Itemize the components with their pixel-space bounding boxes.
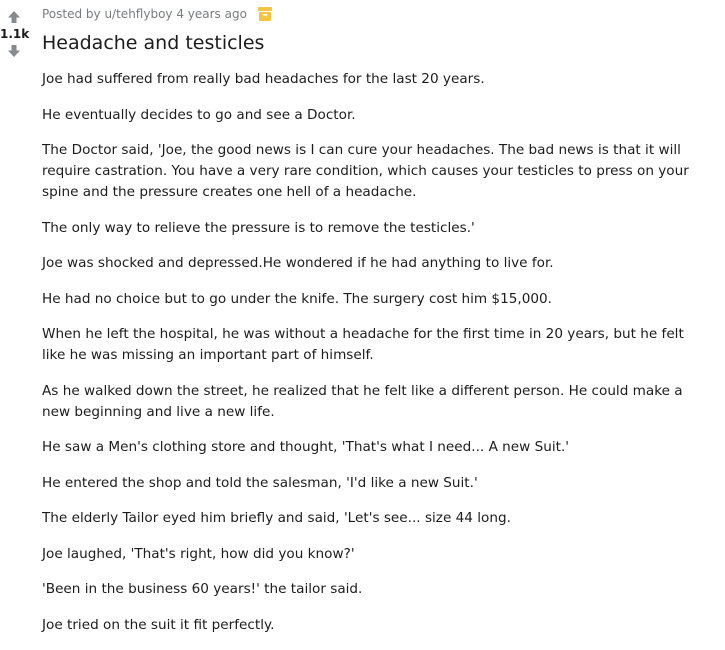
post-content (42, 0, 710, 650)
post-paragraph: The only way to relieve the pressure is to remove the testicles.' (42, 219, 475, 236)
post-paragraph: He eventually decides to go and see a Doctor. (42, 106, 356, 123)
post-paragraph: The elderly Tailor eyed him briefly and said, 'Let's see... size 44 long. (42, 510, 511, 526)
upvote-arrow-icon[interactable] (7, 10, 21, 24)
post-paragraph: Joe tried on the suit it fit perfectly. (42, 616, 275, 633)
archive-award-icon (257, 6, 273, 22)
vote-count: 1.1k (0, 27, 30, 41)
post-title[interactable]: Headache and testicles (42, 32, 265, 54)
post-paragraph: Joe had suffered from really bad headaches for the last 20 years. (42, 71, 485, 87)
downvote-arrow-icon[interactable] (7, 44, 21, 58)
post-body (42, 69, 710, 636)
post-paragraph: Joe laughed, 'That's right, how did you know?' (42, 545, 355, 562)
post-meta-text: Posted by u/tehflyboy 4 years ago (42, 7, 247, 21)
post-paragraph: As he walked down the street, he realized that he felt like a different person. He could make a new beginning and live a new life. (42, 382, 683, 420)
vote-column (0, 0, 28, 58)
post-paragraph: He saw a Men's clothing store and thought, 'That's what I need... A new Suit.' (42, 439, 570, 455)
post-paragraph: The Doctor said, 'Joe, the good news is I can cure your headaches. The bad news is that it will require castration. You have a very rare condition, which causes your testicles to press on your spine and the pressure creates one hell of a headache. (42, 142, 689, 200)
post-meta (42, 6, 710, 22)
post-paragraph: He entered the shop and told the salesman, 'I'd like a new Suit.' (42, 474, 478, 491)
post-paragraph: Joe was shocked and depressed.He wondered if he had anything to live for. (42, 255, 554, 271)
post-paragraph: When he left the hospital, he was without a headache for the first time in 20 years, but he felt like he was missing an important part of himself. (42, 326, 684, 363)
post-paragraph: He had no choice but to go under the knife. The surgery cost him $15,000. (42, 290, 552, 307)
post-paragraph: 'Been in the business 60 years!' the tailor said. (42, 581, 363, 597)
